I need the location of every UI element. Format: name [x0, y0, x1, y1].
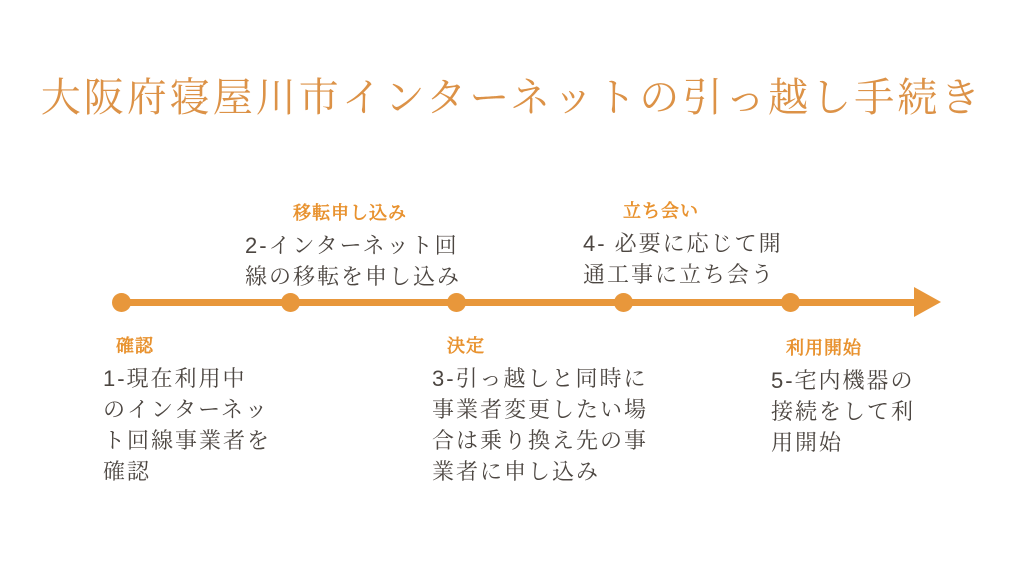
timeline-arrowhead-icon — [914, 287, 941, 317]
step-3-description-line: 合は乗り換え先の事 — [432, 428, 649, 453]
step-3-category-label: 決定 — [447, 336, 485, 356]
timeline-step-5-service-start — [771, 334, 915, 458]
step-5-description-line: 用開始 — [771, 430, 844, 455]
page-title: 大阪府寝屋川市インターネットの引っ越し手続き — [40, 75, 984, 120]
step-4-description — [583, 228, 783, 290]
step-1-description-line: のインターネッ — [103, 397, 270, 422]
step-5-description-line: 接続をして利 — [771, 399, 916, 424]
step-2-category-label: 移転申し込み — [293, 203, 407, 223]
timeline-dot-1 — [112, 293, 131, 312]
timeline-dot-5 — [781, 293, 800, 312]
timeline-step-1-confirm — [103, 332, 271, 487]
step-2-description-line: 2-インターネット回 — [245, 233, 459, 258]
timeline-dot-3 — [447, 293, 466, 312]
timeline-step-2-transfer-application — [245, 199, 461, 292]
step-3-description-line: 3-引っ越しと同時に — [432, 366, 648, 391]
step-3-description-line: 業者に申し込み — [432, 459, 601, 484]
step-1-description-line: ト回線事業者を — [103, 428, 272, 453]
step-5-description-line: 5-宅内機器の — [771, 368, 915, 393]
step-1-description-line: 確認 — [103, 459, 152, 484]
step-4-description-line: 4- 必要に応じて開 — [583, 231, 783, 256]
timeline-dot-2 — [281, 293, 300, 312]
step-3-description — [432, 363, 648, 487]
step-4-description-line: 通工事に立ち会う — [583, 262, 776, 287]
step-2-description-line: 線の移転を申し込み — [245, 264, 462, 289]
step-2-description — [245, 230, 461, 292]
step-4-category-label: 立ち会い — [623, 201, 699, 221]
timeline-step-3-decision — [432, 332, 648, 487]
step-3-description-line: 事業者変更したい場 — [432, 397, 649, 422]
step-1-category-label: 確認 — [116, 336, 154, 356]
step-1-description-line: 1-現在利用中 — [103, 366, 247, 391]
timeline-step-4-attendance — [583, 197, 783, 290]
step-5-category-label: 利用開始 — [786, 338, 862, 358]
timeline-dot-4 — [614, 293, 633, 312]
step-5-description — [771, 365, 915, 458]
step-1-description — [103, 363, 271, 487]
